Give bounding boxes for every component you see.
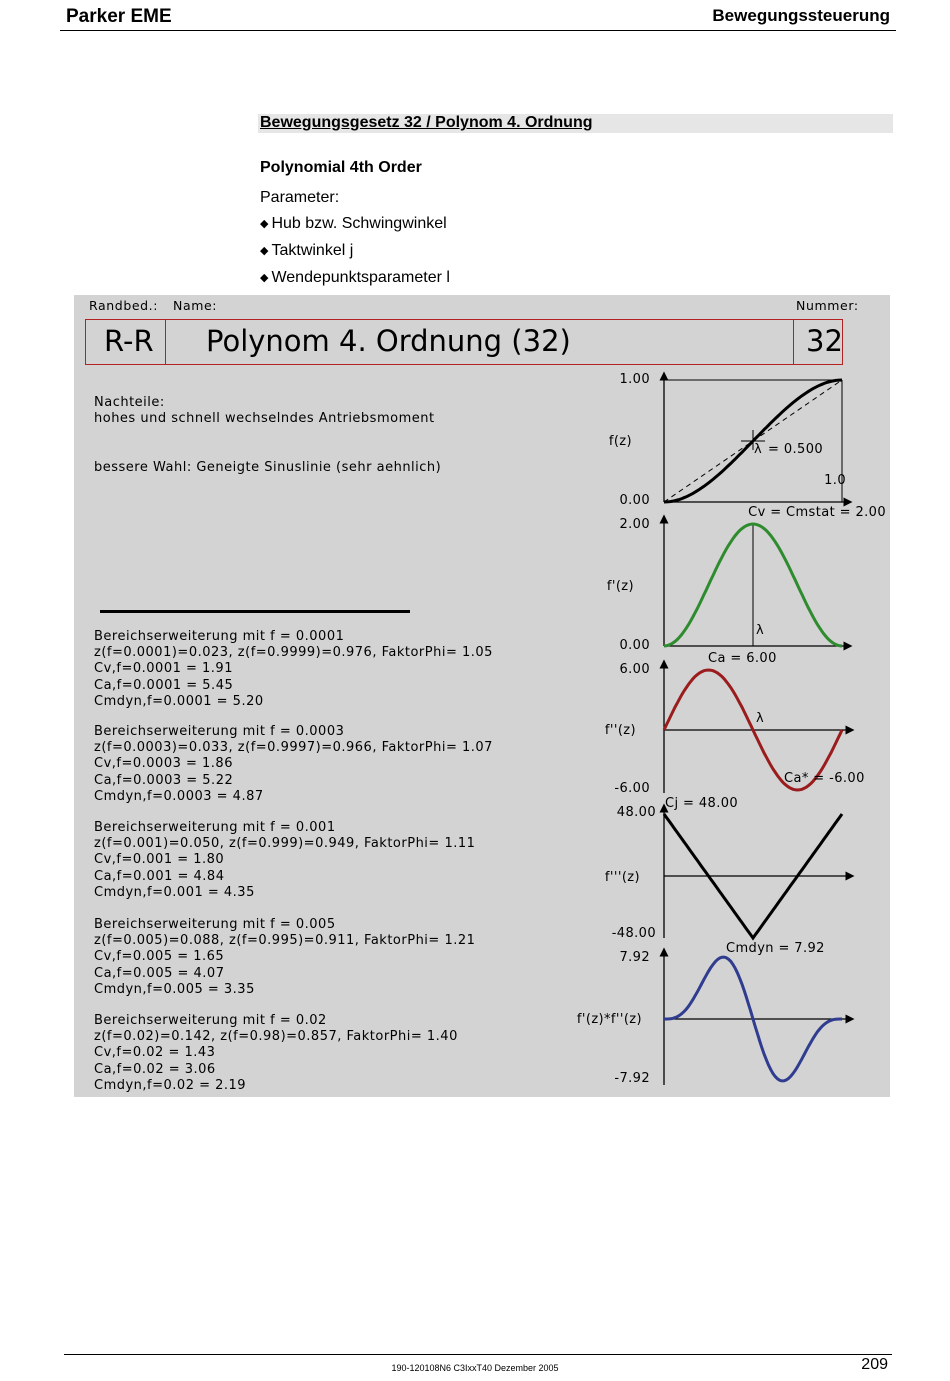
extension-block: Bereichserweiterung mit f = 0.001 z(f=0.001)=0.050, z(f=0.999)=0.949, FaktorPhi= 1.11 Cv,f=0.001 = 1.80 Ca,f=0.001 = 4.84 Cmdyn,f=0.001 = 4.35 — [94, 820, 476, 900]
f-ymax: 1.00 — [619, 372, 650, 387]
section-title: Bewegungsgesetz 32 / Polynom 4. Ordnung — [260, 114, 593, 131]
nummer-value: 32 — [806, 324, 843, 358]
parameter-label: Parameter: — [260, 189, 340, 206]
header-topic: Bewegungssteuerung — [712, 6, 890, 25]
extension-block: Bereichserweiterung mit f = 0.0003 z(f=0.0003)=0.033, z(f=0.9997)=0.966, FaktorPhi= 1.07 Cv,f=0.0003 = 1.86 Ca,f=0.0003 = 5.22 Cmdyn,f=0.0003 = 4.87 — [94, 724, 493, 804]
m-ylabel: f'(z)*f''(z) — [576, 1012, 642, 1027]
plot-velocity — [607, 505, 886, 653]
name-value: Polynom 4. Ordnung (32) — [206, 324, 571, 358]
extension-block: Bereichserweiterung mit f = 0.005 z(f=0.005)=0.088, z(f=0.995)=0.911, FaktorPhi= 1.21 Cv,f=0.005 = 1.65 Ca,f=0.005 = 4.07 Cmdyn,f=0.005 = 3.35 — [94, 917, 476, 997]
name-label: Name: — [173, 298, 218, 313]
a-ymax: 6.00 — [619, 662, 650, 677]
j-annotation: Cj = 48.00 — [665, 796, 739, 811]
plot-acceleration — [605, 651, 865, 796]
lambda-symbol: λ — [756, 623, 765, 638]
nummer-label: Nummer: — [796, 298, 859, 313]
v-ymax: 2.00 — [619, 517, 650, 532]
parameter-item: ◆ Wendepunktsparameter l — [260, 269, 450, 286]
parameter-item: ◆ Taktwinkel j — [260, 242, 354, 259]
a-annotation-top: Ca = 6.00 — [708, 651, 777, 666]
v-ylabel: f'(z) — [606, 579, 634, 594]
page-number: 209 — [861, 1356, 888, 1373]
nachteile-text: hohes und schnell wechselndes Antriebsmoment — [94, 411, 435, 426]
inflection-annotation: = 0.500 — [768, 442, 824, 457]
f-ymin: 0.00 — [619, 493, 650, 508]
extension-block: Bereichserweiterung mit f = 0.0001 z(f=0.0001)=0.023, z(f=0.9999)=0.976, FaktorPhi= 1.05 Cv,f=0.0001 = 1.91 Ca,f=0.0001 = 5.45 Cmdyn,f=0.0001 = 5.20 — [94, 629, 493, 709]
randbed-value: R-R — [104, 324, 154, 358]
header-company: Parker EME — [66, 6, 172, 27]
v-ymin: 0.00 — [619, 638, 650, 653]
extension-block: Bereichserweiterung mit f = 0.02 z(f=0.02)=0.142, z(f=0.98)=0.857, FaktorPhi= 1.40 Cv,f=0.02 = 1.43 Ca,f=0.02 = 3.06 Cmdyn,f=0.02 = 2.19 — [94, 1013, 458, 1093]
bullet-icon: ◆ — [260, 272, 269, 284]
j-ymax: 48.00 — [616, 805, 656, 820]
m-annotation: Cmdyn = 7.92 — [726, 941, 825, 956]
plot-dynamic-moment — [577, 941, 850, 1086]
bessere-wahl-text: bessere Wahl: Geneigte Sinuslinie (sehr aehnlich) — [94, 460, 442, 475]
j-ymin: -48.00 — [611, 926, 656, 941]
plot-position — [609, 372, 848, 508]
lambda-symbol: λ — [754, 442, 763, 457]
footer-doc-number: 190-120108N6 C3IxxT40 Dezember 2005 — [391, 1363, 559, 1373]
v-annotation: Cv = Cmstat = 2.00 — [748, 505, 886, 520]
nachteile-label: Nachteile: — [94, 395, 165, 410]
m-ymin: -7.92 — [614, 1071, 650, 1086]
a-ylabel: f''(z) — [604, 723, 636, 738]
m-ymax: 7.92 — [619, 950, 650, 965]
parameter-item: ◆ Hub bzw. Schwingwinkel — [260, 215, 447, 232]
lambda-symbol: λ — [756, 711, 765, 726]
plot-jerk — [605, 796, 850, 941]
bullet-icon: ◆ — [260, 245, 269, 257]
a-ymin: -6.00 — [614, 781, 650, 796]
bullet-icon: ◆ — [260, 218, 269, 230]
j-ylabel: f'''(z) — [604, 870, 640, 885]
f-ylabel: f(z) — [608, 434, 632, 449]
f-xend: 1.0 — [824, 473, 846, 488]
randbed-label: Randbed.: — [89, 298, 159, 313]
footer-rule — [64, 1354, 892, 1355]
section-subtitle: Polynomial 4th Order — [260, 159, 422, 176]
a-annotation-bottom: Ca* = -6.00 — [784, 771, 865, 786]
